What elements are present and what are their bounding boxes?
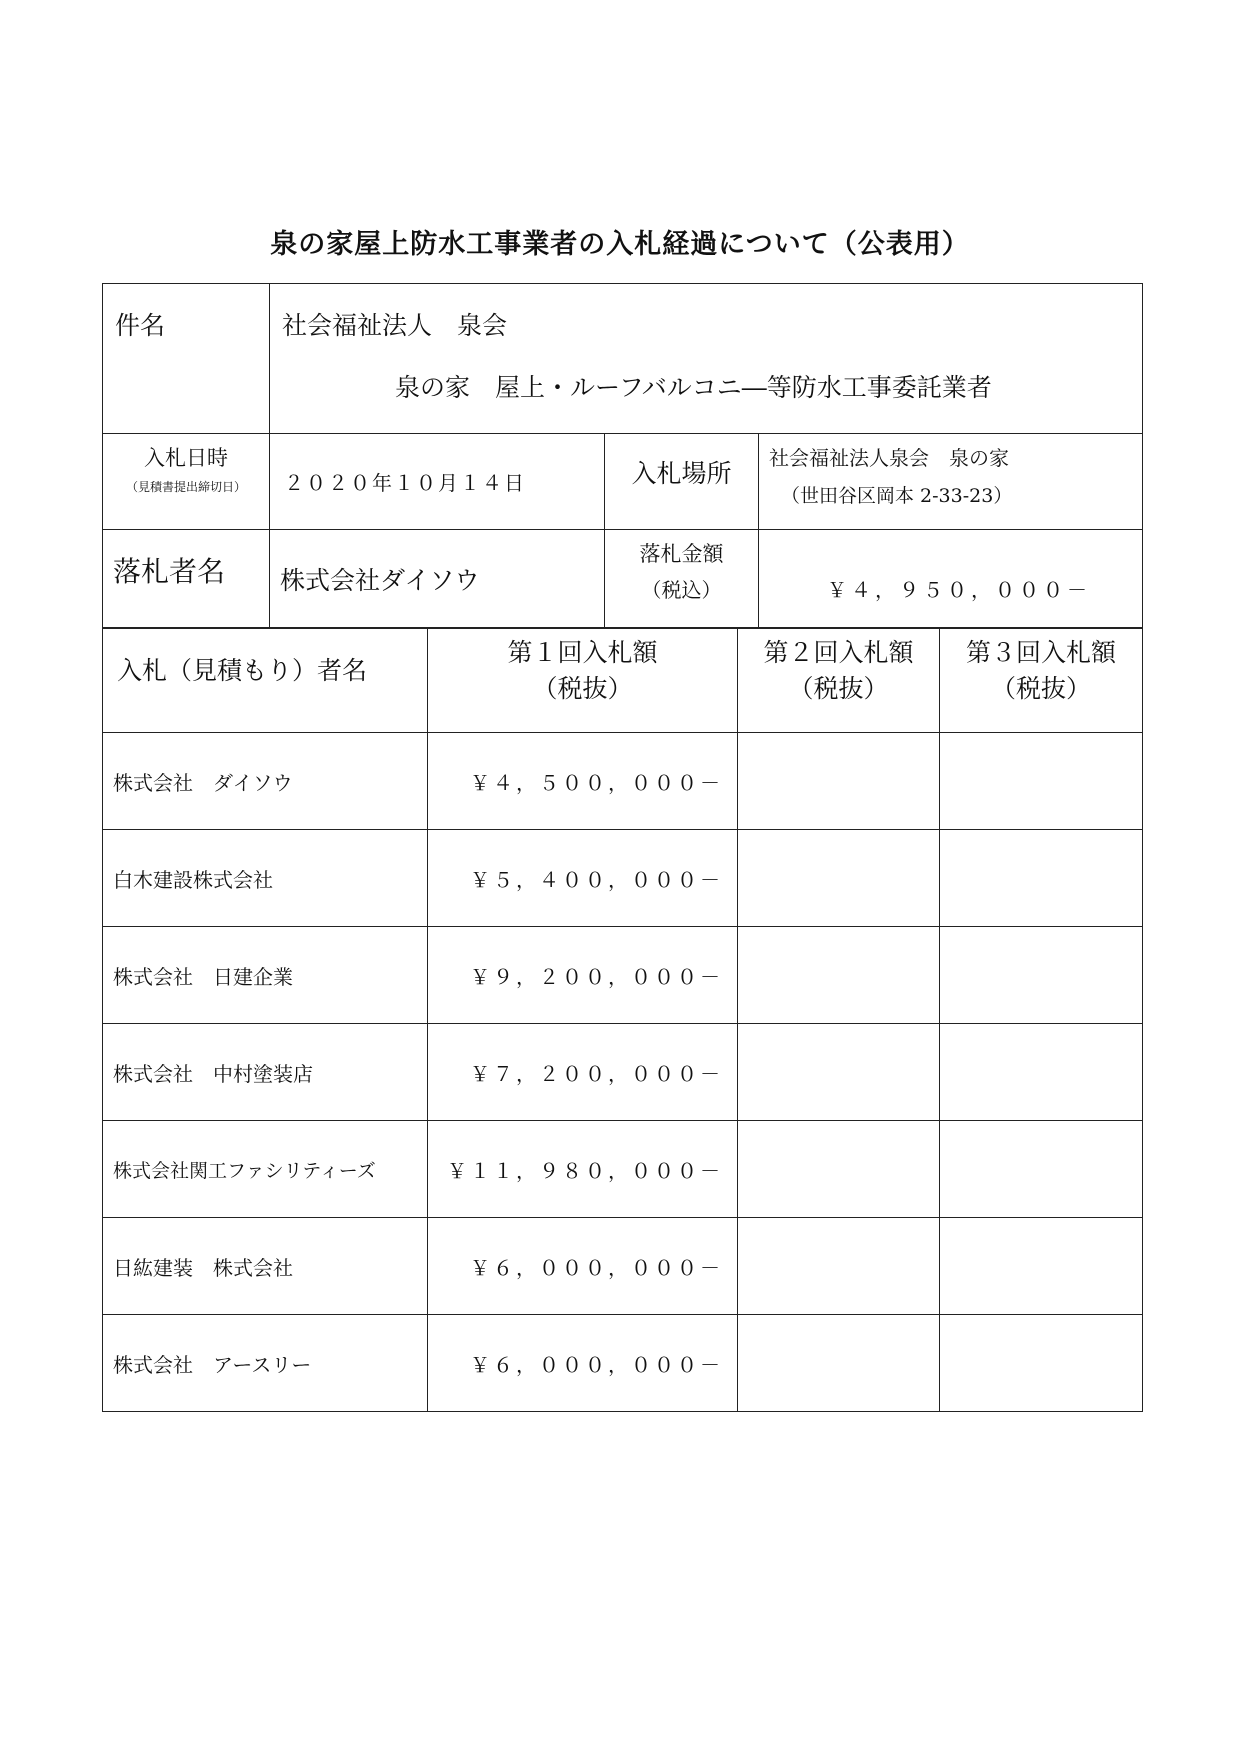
table-row [103,1315,1143,1412]
subject-value-cell [270,284,1143,434]
bidder-header: 入札（見積もり）者名 [117,656,368,685]
bidder-name: 株式会社 ダイソウ [103,733,428,830]
round2-amount [738,927,940,1024]
round2-tax-note: （税抜） [788,674,889,703]
round2-amount [738,1218,940,1315]
round3-amount [940,733,1143,830]
bid-date-value: ２０２０年１０月１４日 [284,471,526,495]
bid-table-header [103,629,1143,733]
bidder-header-cell [103,629,428,733]
round2-amount [738,1121,940,1218]
round1-header: 第１回入札額 [507,638,658,667]
winning-amount-label: 落札金額 [639,542,724,566]
bid-place-value-cell [759,434,1143,530]
bid-place-line-2: （世田谷区岡本 2-33-23） [781,485,1013,507]
winner-label: 落札者名 [113,555,226,588]
round3-amount [940,1315,1143,1412]
bid-date-value-cell [270,434,605,530]
bid-place-label-cell [605,434,759,530]
round1-amount: ￥６，０００，０００－ [428,1218,738,1315]
table-row [103,927,1143,1024]
round2-header: 第２回入札額 [763,638,914,667]
round3-amount [940,1024,1143,1121]
bidder-name: 株式会社 日建企業 [103,927,428,1024]
bidder-name: 株式会社 中村塗装店 [103,1024,428,1121]
round1-amount: ￥６，０００，０００－ [428,1315,738,1412]
subject-line-1: 社会福祉法人 泉会 [282,311,508,340]
round1-amount: ￥５，４００，０００－ [428,830,738,927]
round3-header-cell [940,629,1143,733]
round3-amount [940,830,1143,927]
bid-date-label: 入札日時 [144,446,228,470]
table-row [103,830,1143,927]
bid-results-table [102,628,1143,1412]
round2-amount [738,830,940,927]
bid-place-line-1: 社会福祉法人泉会 泉の家 [769,446,1009,470]
bid-place-label: 入札場所 [631,458,732,488]
round2-amount [738,1315,940,1412]
winning-amount-tax-note: （税込） [641,578,722,602]
round3-header: 第３回入札額 [965,638,1116,667]
round3-amount [940,1218,1143,1315]
bidder-name: 株式会社 アースリー [103,1315,428,1412]
round3-amount [940,927,1143,1024]
subject-line-2: 泉の家 屋上・ルーフバルコニ―等防水工事委託業者 [395,373,992,402]
round2-amount [738,733,940,830]
bidder-name: 白木建設株式会社 [103,830,428,927]
winner-value: 株式会社ダイソウ [280,565,480,595]
round1-tax-note: （税抜） [532,674,633,703]
table-row [103,1218,1143,1315]
subject-label-cell [103,284,270,434]
round1-amount: ￥１１，９８０，０００－ [428,1121,738,1218]
winner-label-cell [103,530,270,628]
bidder-name: 日紘建装 株式会社 [103,1218,428,1315]
round1-amount: ￥７，２００，０００－ [428,1024,738,1121]
winning-amount-value: ￥４，９５０，０００－ [827,578,1091,602]
round1-amount: ￥４，５００，０００－ [428,733,738,830]
subject-label: 件名 [115,311,166,340]
round3-tax-note: （税抜） [990,674,1091,703]
round3-amount [940,1121,1143,1218]
table-row [103,1121,1143,1218]
document-title: 泉の家屋上防水工事業者の入札経過について（公表用） [270,229,970,260]
round2-amount [738,1024,940,1121]
winning-amount-label-cell [605,530,759,628]
round1-amount: ￥９，２００，０００－ [428,927,738,1024]
table-row [103,733,1143,830]
summary-table [102,283,1143,628]
round1-header-cell [428,629,738,733]
winning-amount-value-cell [759,530,1143,628]
bid-date-sublabel: （見積書提出締切日） [125,480,246,494]
table-row [103,1024,1143,1121]
winner-value-cell [270,530,605,628]
bid-date-label-cell [103,434,270,530]
bidder-name: 株式会社関工ファシリティーズ [103,1121,428,1218]
round2-header-cell [738,629,940,733]
